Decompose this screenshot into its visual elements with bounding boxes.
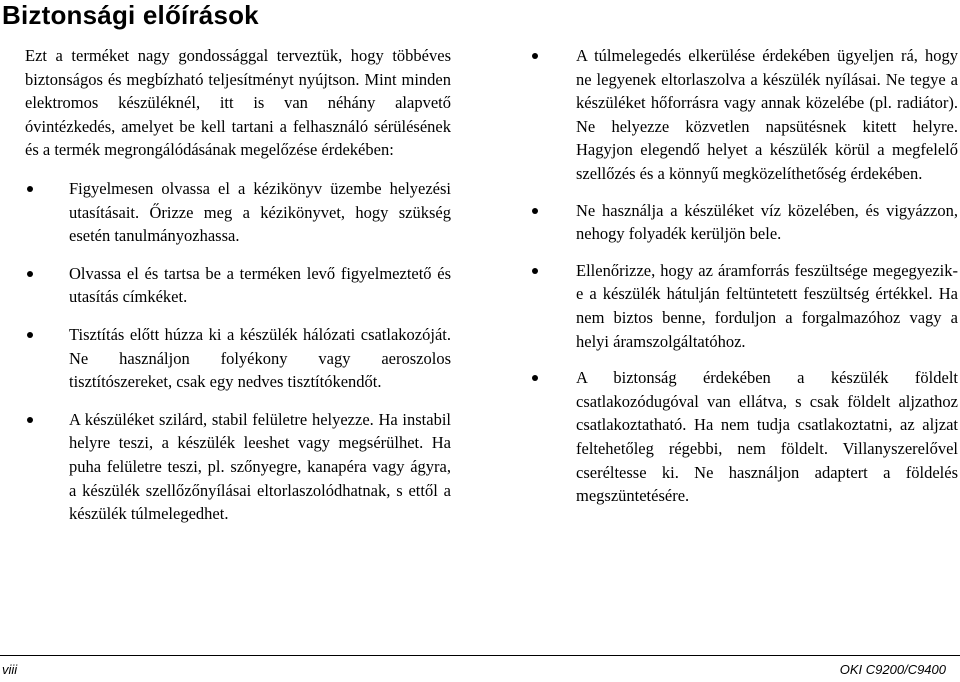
list-item <box>25 262 451 309</box>
list-item-text: Ellenőrizze, hogy az áramforrás feszültsége megegyezik-e a készülék hátulján feltüntetett feszültség értékkel. Ha nem biztos benne, forduljon a forgalmazóhoz vagy a helyi áramszolgáltatóhoz. <box>576 260 958 351</box>
list-item-text: Ne használja a készüléket víz közelében, és vigyázzon, nehogy folyadék kerüljön bele. <box>576 200 958 244</box>
list-item <box>530 199 958 246</box>
intro-paragraph: Ezt a terméket nagy gondossággal terveztük, hogy többéves biztonságos és megbízható teljesítményt nyújtson. Mint minden elektromos készüléknél, itt is van néhány alapvető óvintézkedés, amelyet be kell tartani a felhasználó sérülésének és a termék megrongálódásának megelőzése érdekében: <box>25 46 451 160</box>
list-item <box>530 44 958 186</box>
bullet-icon <box>532 208 538 214</box>
list-item <box>25 408 451 526</box>
left-column <box>25 44 451 540</box>
bullet-icon <box>532 268 538 274</box>
bullet-icon <box>532 53 538 59</box>
bullet-icon <box>27 332 33 338</box>
bullet-icon <box>27 186 33 192</box>
bullet-icon <box>27 271 33 277</box>
list-item <box>530 366 958 508</box>
list-item-text: Figyelmesen olvassa el a kézikönyv üzembe helyezési utasításait. Őrizze meg a kézikönyvet, hogy szükség esetén tanulmányozhassa. <box>69 178 451 246</box>
right-bullet-list <box>530 44 958 508</box>
list-item-text: Olvassa el és tartsa be a terméken levő figyelmeztető és utasítás címkéket. <box>69 263 451 307</box>
list-item-text: Tisztítás előtt húzza ki a készülék hálózati csatlakozóját. Ne használjon folyékony vagy aeroszolos tisztítószereket, csak egy nedves tisztítókendőt. <box>69 324 451 392</box>
list-item-text: A biztonság érdekében a készülék földelt csatlakozódugóval van ellátva, s csak földelt aljzathoz csatlakoztatható. Ha nem tudja csatlakoztatni, az aljzat feltehetőleg régebbi, nem földelt. Villanyszerelővel cseréltesse ki. Ne használjon adaptert a földelés megszüntetésére. <box>576 368 958 506</box>
list-item <box>25 177 451 248</box>
page-number: viii <box>2 662 18 677</box>
list-item-text: A készüléket szilárd, stabil felületre helyezze. Ha instabil helyre teszi, a készülék leeshet vagy megsérülhet. Ha puha felületre teszi, pl. szőnyegre, kanapéra vagy ágyra, a készülék szellőzőnyílásai eltorlaszolódhatnak, s ettől a készülék túlmelegedhet. <box>69 409 451 524</box>
page-title: Biztonsági előírások <box>2 0 259 30</box>
bullet-icon <box>27 417 33 423</box>
left-bullet-list <box>25 177 451 526</box>
list-item <box>530 259 958 353</box>
right-column <box>530 44 958 521</box>
bullet-icon <box>532 375 538 381</box>
product-model: OKI C9200/C9400 <box>839 662 946 677</box>
footer-divider <box>0 655 960 656</box>
list-item <box>25 323 451 394</box>
list-item-text: A túlmelegedés elkerülése érdekében ügyeljen rá, hogy ne legyenek eltorlaszolva a készülék nyílásai. Ne tegye a készüléket hőforrásra vagy annak közelébe (pl. radiátor). Ne helyezze közvetlen napsütésnek kitett helyre. Hagyjon elegendő helyet a készülék körül a megfelelő szellőzés és a könnyű megközelíthetőség érdekében. <box>576 46 958 183</box>
